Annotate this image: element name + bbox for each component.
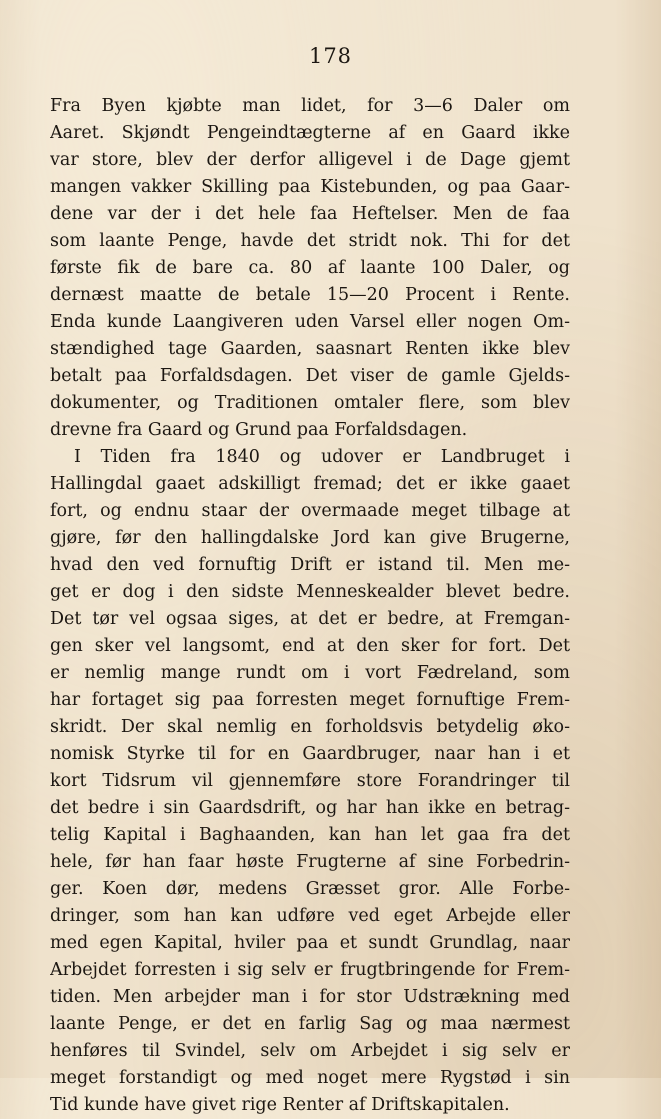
text-line: Det tør vel ogsaa siges, at det er bedre, at Fremgan- xyxy=(50,609,570,629)
text-line: Tid kunde have givet rige Renter af Driftskapitalen. xyxy=(50,1095,510,1115)
text-line: meget forstandigt og med noget mere Rygstød i sin xyxy=(50,1068,570,1088)
paragraph-2 xyxy=(50,444,570,1119)
text-line: Aaret. Skjøndt Pengeindtægterne af en Gaard ikke xyxy=(50,123,570,143)
text-line: som laante Penge, havde det stridt nok. Thi for det xyxy=(50,231,570,251)
text-line: betalt paa Forfaldsdagen. Det viser de gamle Gjelds- xyxy=(50,366,570,386)
text-line: Hallingdal gaaet adskilligt fremad; det er ikke gaaet xyxy=(50,474,570,494)
text-line: gjøre, før den hallingdalske Jord kan give Brugerne, xyxy=(50,528,570,548)
text-line: hele, før han faar høste Frugterne af sine Forbedrin- xyxy=(50,852,570,872)
text-line: get er dog i den sidste Menneskealder blevet bedre. xyxy=(50,582,570,602)
text-line: det bedre i sin Gaardsdrift, og har han ikke en betrag- xyxy=(50,798,570,818)
text-line: fort, og endnu staar der overmaade meget tilbage at xyxy=(50,501,570,521)
text-line: telig Kapital i Baghaanden, kan han let gaa fra det xyxy=(50,825,570,845)
text-line: tiden. Men arbejder man i for stor Udstrækning med xyxy=(50,987,570,1007)
text-line: har fortaget sig paa forresten meget fornuftige Frem- xyxy=(50,690,570,710)
text-line: dene var der i det hele faa Heftelser. Men de faa xyxy=(50,204,570,224)
text-line: Arbejdet forresten i sig selv er frugtbringende for Frem- xyxy=(50,960,570,980)
text-line: Enda kunde Laangiveren uden Varsel eller nogen Om- xyxy=(50,312,570,332)
text-line: skridt. Der skal nemlig en forholdsvis betydelig øko- xyxy=(50,717,570,737)
text-line: dernæst maatte de betale 15—20 Procent i Rente. xyxy=(50,285,570,305)
text-line: ger. Koen dør, medens Græsset gror. Alle Forbe- xyxy=(50,879,570,899)
body-text xyxy=(50,93,570,1119)
page-number: 178 xyxy=(308,44,353,68)
text-line: drevne fra Gaard og Grund paa Forfaldsdagen. xyxy=(50,420,468,440)
text-line: Fra Byen kjøbte man lidet, for 3—6 Daler om xyxy=(50,96,570,116)
text-line: første fik de bare ca. 80 af laante 100 Daler, og xyxy=(50,258,570,278)
text-line: nomisk Styrke til for en Gaardbruger, naar han i et xyxy=(50,744,570,764)
text-line: gen sker vel langsomt, end at den sker for fort. Det xyxy=(50,636,570,656)
text-line: dringer, som han kan udføre ved eget Arbejde eller xyxy=(50,906,570,926)
text-line: mangen vakker Skilling paa Kistebunden, og paa Gaar- xyxy=(50,177,570,197)
text-line: kort Tidsrum vil gjennemføre store Forandringer til xyxy=(50,771,570,791)
text-line: dokumenter, og Traditionen omtaler flere, som blev xyxy=(50,393,570,413)
text-line: hvad den ved fornuftig Drift er istand til. Men me- xyxy=(50,555,570,575)
text-line: med egen Kapital, hviler paa et sundt Grundlag, naar xyxy=(50,933,570,953)
text-line: I Tiden fra 1840 og udover er Landbruget i xyxy=(74,447,570,467)
text-line: var store, blev der derfor alligevel i de Dage gjemt xyxy=(50,150,570,170)
text-line: stændighed tage Gaarden, saasnart Renten ikke blev xyxy=(50,339,570,359)
text-line: er nemlig mange rundt om i vort Fædreland, som xyxy=(50,663,570,683)
paragraph-1 xyxy=(50,93,570,444)
text-line: henføres til Svindel, selv om Arbejdet i sig selv er xyxy=(50,1041,570,1061)
text-line: laante Penge, er det en farlig Sag og maa nærmest xyxy=(50,1014,570,1034)
